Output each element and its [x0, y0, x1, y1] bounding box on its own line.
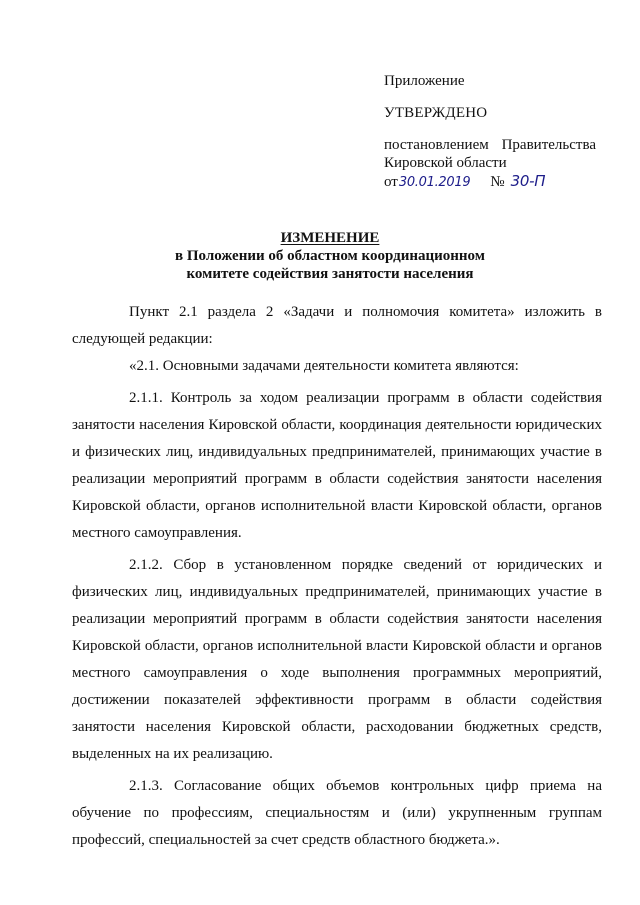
approval-block: [384, 72, 604, 192]
decree-line: [384, 136, 596, 154]
paragraph-2-1: «2.1. Основными задачами деятельности комитета являются:: [129, 358, 519, 374]
paragraph-intro: Пункт 2.1 раздела 2 «Задачи и полномочия комитета» изложить в следующей редакции:: [72, 304, 602, 347]
body-text: [72, 299, 602, 859]
handwritten-date: 30.01.2019: [398, 175, 471, 190]
decree-word: постановлением: [384, 137, 489, 153]
government-word: Правительства: [501, 137, 596, 153]
paragraph-2-1-3: 2.1.3. Согласование общих объемов контрольных цифр приема на обучение по профессиям, специальностям и (или) укрупненным группам профессий, специальностей за счет средств областного бюджета.».: [72, 778, 602, 848]
date-number-line: [384, 172, 604, 192]
number-sign: №: [490, 174, 505, 190]
handwritten-number: 30-П: [510, 172, 546, 190]
region-line: Кировской области: [384, 155, 507, 171]
title-line-2: комитете содействия занятости населения: [186, 266, 474, 282]
appendix-label: Приложение: [384, 73, 465, 89]
title-line-1: в Положении об областном координационном: [175, 248, 485, 264]
date-prefix: от: [384, 174, 398, 190]
paragraph-2-1-1: 2.1.1. Контроль за ходом реализации программ в области содействия занятости населения Кировской области, координация деятельности юридических и физических лиц, индивидуальных предпринимателей, принимающих участие в реализации мероприятий программ в области содействия занятости населения Кировской области, органов исполнительной власти Кировской области, органов местного самоуправления.: [72, 390, 602, 541]
title-heading: ИЗМЕНЕНИЕ: [280, 230, 380, 246]
paragraph-2-1-2: 2.1.2. Сбор в установленном порядке сведений от юридических и физических лиц, индивидуальных предпринимателей, принимающих участие в реализации мероприятий программ в области содействия занятости населения Кировской области, органов исполнительной власти Кировской области и органов местного самоуправления о ходе выполнения программных мероприятий, достижении показателей эффективности программ в области содействия занятости населения Кировской области, расходовании бюджетных средств, выделенных на их реализацию.: [72, 557, 602, 762]
approved-label: УТВЕРЖДЕНО: [384, 105, 488, 121]
document-title: [120, 229, 540, 283]
